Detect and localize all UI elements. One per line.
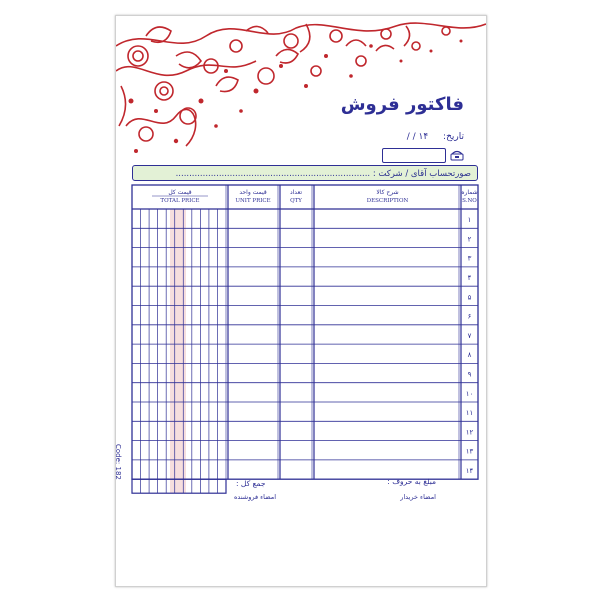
- buyer-signature-label: امضاء خریدار: [400, 493, 436, 501]
- row-number: ۱۳: [465, 447, 474, 456]
- row-number: ۹: [467, 370, 472, 379]
- amount-in-words-label: مبلغ به حروف :: [387, 477, 436, 486]
- account-holder-label: صورتحساب آقای / شرکت :: [372, 169, 471, 179]
- column-header-fa: قیمت واحد: [239, 189, 267, 196]
- column-header-en: S.NO: [462, 198, 477, 204]
- column-header-fa: تعداد: [289, 189, 303, 196]
- row-number: ۴: [467, 274, 472, 283]
- row-number: ۱۲: [465, 428, 474, 437]
- grand-total-label: جمع کل :: [236, 479, 266, 488]
- column-header-fa: شماره: [461, 189, 478, 196]
- column-header-fa: قیمت کل: [168, 189, 192, 196]
- row-number: ۷: [467, 331, 472, 340]
- seller-signature-label: امضاء فروشنده: [234, 493, 277, 501]
- column-header-en: TOTAL PRICE: [160, 198, 200, 204]
- invoice-title: فاکتور فروش: [340, 94, 464, 115]
- row-number: ۳: [467, 254, 472, 263]
- date-label: تاریخ:: [443, 132, 464, 142]
- row-number: ۱: [467, 216, 472, 225]
- row-number: ۱۴: [465, 467, 474, 476]
- row-number: ۸: [467, 351, 472, 360]
- account-holder-fill: ........................................................................: [175, 169, 371, 179]
- row-number: ۲: [467, 235, 472, 244]
- date-value: ۱۴ / /: [406, 132, 429, 142]
- row-number: ۶: [467, 312, 472, 321]
- column-header-en: UNIT PRICE: [235, 198, 271, 204]
- invoice-sheet: [115, 15, 487, 587]
- row-number: ۱۰: [465, 389, 474, 398]
- column-header-en: DESCRIPTION: [366, 198, 409, 204]
- column-header-en: QTY: [290, 198, 302, 204]
- column-header-fa: شرح کالا: [376, 189, 399, 196]
- row-number: ۵: [467, 293, 472, 302]
- row-number: ۱۱: [465, 409, 474, 418]
- form-code: Code: 182: [114, 444, 122, 480]
